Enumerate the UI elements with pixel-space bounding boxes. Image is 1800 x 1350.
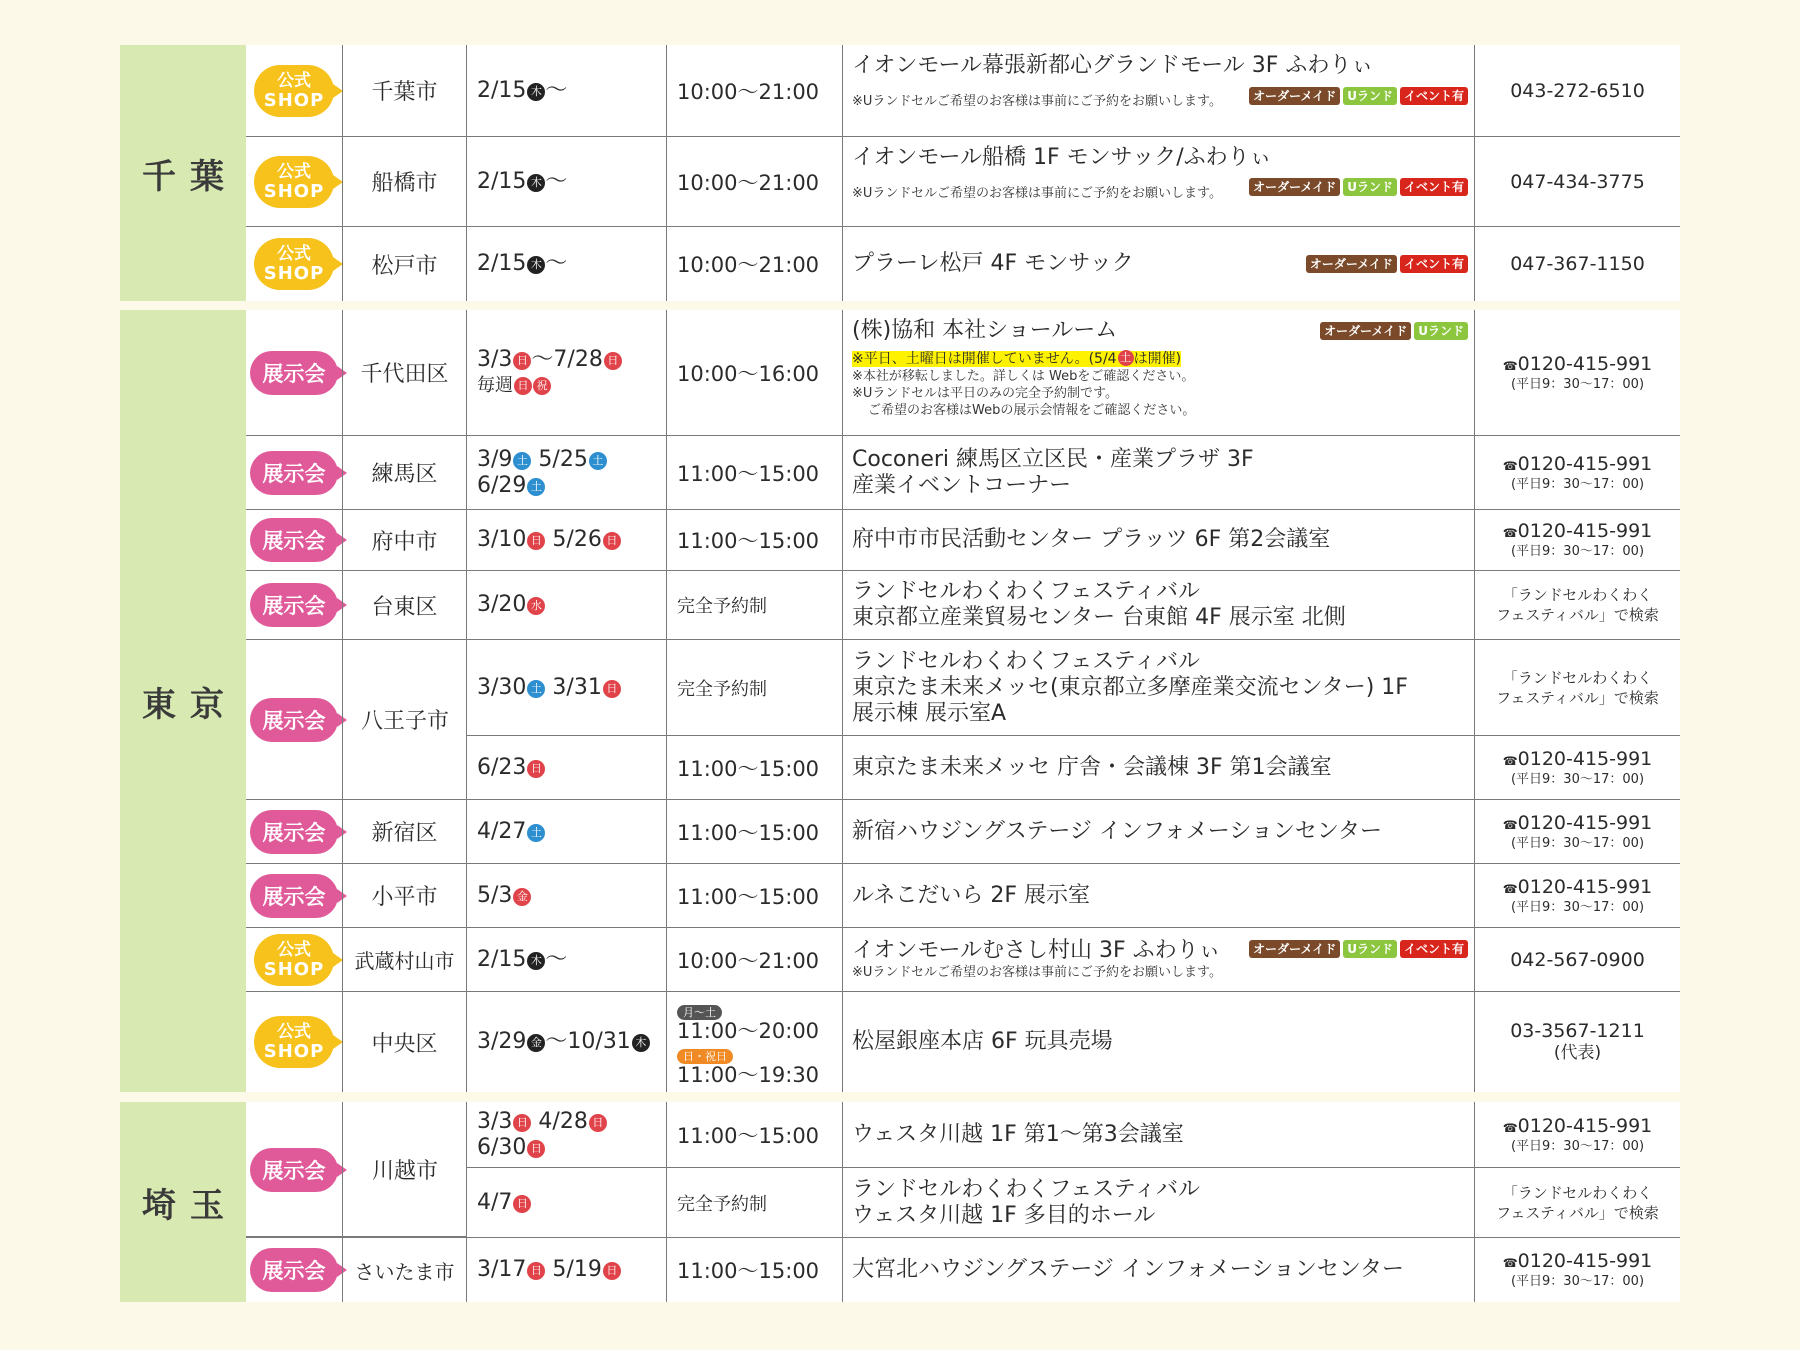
event-tag: イベント有	[1400, 255, 1468, 273]
section-tokyo	[246, 310, 1680, 1092]
venue: 大宮北ハウジングステージ インフォメーションセンター	[842, 1238, 1474, 1302]
official-shop-badge: 公式 SHOP	[254, 156, 334, 208]
city: 中央区	[342, 992, 466, 1092]
time: 10:00〜21:00	[666, 137, 842, 226]
venue: プラーレ松戸 4F モンサック オーダーメイド イベント有	[842, 227, 1474, 301]
phone: 03-3567-1211 (代表)	[1474, 992, 1680, 1092]
table-row	[246, 571, 1680, 640]
order-made-tag: オーダーメイド	[1320, 322, 1411, 340]
venue: ウェスタ川越 1F 第1〜第3会議室	[842, 1102, 1474, 1167]
venue: イオンモール幕張新都心グランドモール 3F ふわりぃ オーダーメイド Uランド イベント有 ※Uランドセルご希望のお客様は事前にご予約をお願いします。	[842, 45, 1474, 136]
venue: 府中市市民活動センター プラッツ 6F 第2会議室	[842, 510, 1474, 570]
table-row	[246, 800, 1680, 864]
table-row	[246, 1238, 1680, 1302]
official-shop-badge: 公式 SHOP	[254, 1016, 334, 1068]
time: 11:00〜15:00	[666, 800, 842, 863]
free-dial-icon: ☎	[1502, 881, 1518, 896]
exhibition-badge: 展示会	[250, 451, 338, 495]
venue: Coconeri 練馬区立区民・産業プラザ 3F 産業イベントコーナー	[842, 436, 1474, 509]
phone: ☎0120-415-991 (平日9：30〜17：00)	[1474, 736, 1680, 799]
free-dial-icon: ☎	[1502, 358, 1518, 373]
time: 11:00〜15:00	[666, 1102, 842, 1167]
venue: 東京たま未来メッセ 庁舎・会議棟 3F 第1会議室	[842, 736, 1474, 799]
table-row	[246, 137, 1680, 227]
date: 4/27 土	[466, 800, 666, 863]
table-row	[246, 928, 1680, 992]
city: さいたま市	[342, 1238, 466, 1302]
venue: 新宿ハウジングステージ インフォメーションセンター	[842, 800, 1474, 863]
time: 月〜土 11:00〜20:00 日・祝日 11:00〜19:30	[666, 992, 842, 1092]
phone: ☎0120-415-991 (平日9：30〜17：00)	[1474, 864, 1680, 927]
region-saitama: 埼玉	[120, 1102, 246, 1302]
date: 3/17 日 5/19 日	[466, 1238, 666, 1302]
date: 3/30 土 3/31 日	[466, 640, 666, 735]
date: 3/3 日 4/28 日 6/30 日	[466, 1102, 666, 1167]
free-dial-icon: ☎	[1502, 753, 1518, 768]
venue: ランドセルわくわくフェスティバル 東京都立産業貿易センター 台東館 4F 展示室 北側	[842, 571, 1474, 639]
exhibition-badge: 展示会	[250, 351, 338, 395]
time: 11:00〜15:00	[666, 736, 842, 799]
highlight-note: ※平日、土曜日は開催していません。(5/4 土 は開催)	[852, 351, 1182, 367]
exhibition-badge: 展示会	[250, 583, 338, 627]
free-dial-icon: ☎	[1502, 458, 1518, 473]
official-shop-badge: 公式 SHOP	[254, 65, 334, 117]
region-chiba: 千葉	[120, 45, 246, 301]
phone: 「ランドセルわくわく フェスティバル」で検索	[1474, 1168, 1680, 1237]
phone: 043-272-6510	[1474, 45, 1680, 136]
event-tag: イベント有	[1400, 87, 1468, 105]
phone: ☎0120-415-991 (平日9：30〜17：00)	[1474, 1102, 1680, 1167]
table-row	[246, 45, 1680, 137]
section-saitama	[246, 1102, 1680, 1302]
official-shop-badge: 公式 SHOP	[254, 934, 334, 986]
city: 川越市	[342, 1102, 467, 1237]
venue: ランドセルわくわくフェスティバル 東京たま未来メッセ(東京都立多摩産業交流センター) 1F 展示棟 展示室A	[842, 640, 1474, 735]
phone: ☎0120-415-991 (平日9：30〜17：00)	[1474, 1238, 1680, 1302]
venue: イオンモール船橋 1F モンサック/ふわりぃ オーダーメイド Uランド イベント有 ※Uランドセルご希望のお客様は事前にご予約をお願いします。	[842, 137, 1474, 226]
table-row	[246, 864, 1680, 928]
time: 11:00〜15:00	[666, 864, 842, 927]
free-dial-icon: ☎	[1502, 1256, 1518, 1270]
section-chiba	[246, 45, 1680, 301]
city: 小平市	[342, 864, 466, 927]
phone: ☎0120-415-991 (平日9：30〜17：00)	[1474, 436, 1680, 509]
city: 松戸市	[342, 227, 466, 301]
phone: 042-567-0900	[1474, 928, 1680, 991]
city: 八王子市	[342, 640, 467, 799]
uland-tag: Uランド	[1343, 87, 1397, 105]
order-made-tag: オーダーメイド	[1249, 87, 1340, 105]
exhibition-badge: 展示会	[250, 1148, 338, 1192]
table-row	[246, 227, 1680, 301]
free-dial-icon: ☎	[1502, 817, 1518, 832]
phone: 「ランドセルわくわく フェスティバル」で検索	[1474, 571, 1680, 639]
city: 練馬区	[342, 436, 466, 509]
venue: 松屋銀座本店 6F 玩具売場	[842, 992, 1474, 1092]
time: 11:00〜15:00	[666, 510, 842, 570]
date: 5/3 金	[466, 864, 666, 927]
exhibition-badge: 展示会	[250, 1248, 338, 1292]
table-row	[246, 992, 1680, 1092]
table-row	[246, 436, 1680, 510]
region-tokyo: 東京	[120, 310, 246, 1092]
kawagoe-merged-cell	[246, 1102, 466, 1237]
city: 千葉市	[342, 45, 466, 136]
time: 10:00〜21:00	[666, 45, 842, 136]
venue: ルネこだいら 2F 展示室	[842, 864, 1474, 927]
time: 完全予約制	[666, 640, 842, 735]
phone: ☎0120-415-991 (平日9：30〜17：00)	[1474, 800, 1680, 863]
city: 武蔵村山市	[342, 928, 466, 991]
time: 10:00〜16:00	[666, 310, 842, 435]
date: 3/10 日 5/26 日	[466, 510, 666, 570]
city: 府中市	[342, 510, 466, 570]
date: 3/29 金 〜10/31 木	[466, 992, 666, 1092]
event-tag: イベント有	[1400, 178, 1468, 196]
city: 船橋市	[342, 137, 466, 226]
date: 3/9 土 5/25 土 6/29 土	[466, 436, 666, 509]
date: 2/15 木 〜	[466, 45, 666, 136]
order-made-tag: オーダーメイド	[1249, 178, 1340, 196]
uland-tag: Uランド	[1414, 322, 1468, 340]
time: 11:00〜15:00	[666, 1238, 842, 1302]
date: 4/7 日	[466, 1168, 666, 1237]
uland-tag: Uランド	[1343, 178, 1397, 196]
exhibition-badge: 展示会	[250, 810, 338, 854]
time: 10:00〜21:00	[666, 928, 842, 991]
free-dial-icon: ☎	[1502, 526, 1518, 540]
order-made-tag: オーダーメイド	[1249, 940, 1340, 958]
time: 完全予約制	[666, 1168, 842, 1237]
time: 11:00〜15:00	[666, 436, 842, 509]
venue: (株)協和 本社ショールーム オーダーメイド Uランド ※平日、土曜日は開催していません。(5/4 土 は開催) ※本社が移転しました。詳しくは Webをご確認ください。 ※Uランドセルは平日のみの完全予約制です。 ご希望のお客様はWebの展示会情報をご確認ください。	[842, 310, 1474, 435]
exhibition-badge: 展示会	[250, 518, 338, 562]
phone: 「ランドセルわくわく フェスティバル」で検索	[1474, 640, 1680, 735]
event-tag: イベント有	[1400, 940, 1468, 958]
phone: ☎0120-415-991 (平日9：30〜17：00)	[1474, 310, 1680, 435]
free-dial-icon: ☎	[1502, 1120, 1518, 1135]
venue: イオンモールむさし村山 3F ふわりぃ オーダーメイド Uランド イベント有 ※Uランドセルご希望のお客様は事前にご予約をお願いします。	[842, 928, 1474, 991]
order-made-tag: オーダーメイド	[1306, 255, 1397, 273]
time: 完全予約制	[666, 571, 842, 639]
date: 3/3 日 〜7/28 日 毎週 日 祝	[466, 310, 666, 435]
city: 新宿区	[342, 800, 466, 863]
phone: 047-367-1150	[1474, 227, 1680, 301]
hachioji-merged-cell	[246, 640, 466, 799]
city: 千代田区	[342, 310, 466, 435]
date: 3/20 水	[466, 571, 666, 639]
date: 6/23 日	[466, 736, 666, 799]
phone: 047-434-3775	[1474, 137, 1680, 226]
time: 10:00〜21:00	[666, 227, 842, 301]
exhibition-badge: 展示会	[250, 698, 338, 742]
phone: ☎0120-415-991 (平日9：30〜17：00)	[1474, 510, 1680, 570]
exhibition-badge: 展示会	[250, 874, 338, 918]
official-shop-badge: 公式 SHOP	[254, 238, 334, 290]
date: 2/15 木 〜	[466, 137, 666, 226]
table-row	[246, 510, 1680, 571]
table-row	[246, 310, 1680, 436]
date: 2/15 木 〜	[466, 928, 666, 991]
date: 2/15 木 〜	[466, 227, 666, 301]
city: 台東区	[342, 571, 466, 639]
venue: ランドセルわくわくフェスティバル ウェスタ川越 1F 多目的ホール	[842, 1168, 1474, 1237]
uland-tag: Uランド	[1343, 940, 1397, 958]
